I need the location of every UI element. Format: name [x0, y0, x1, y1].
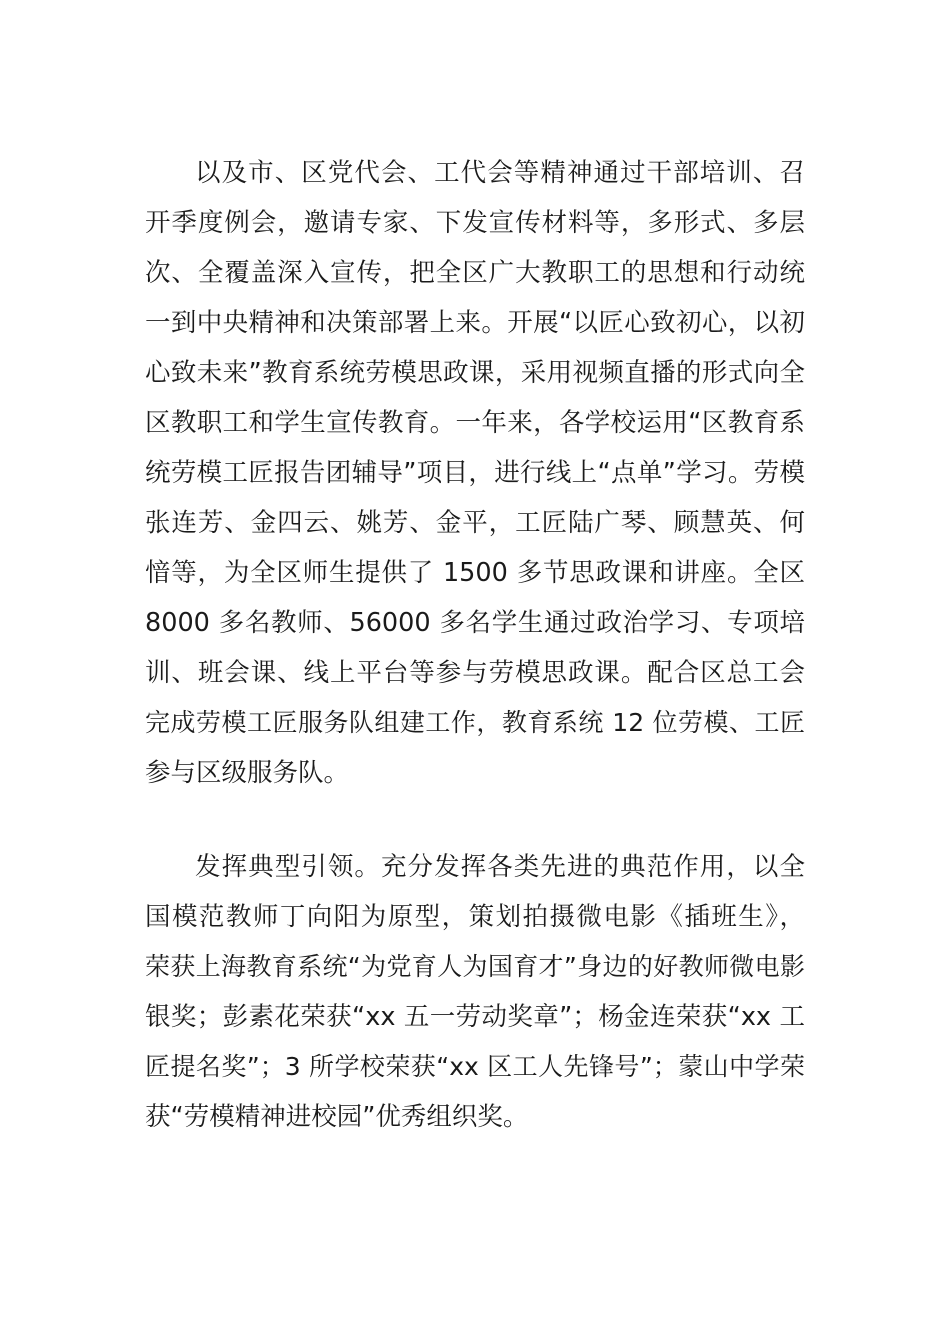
text-line: 愔等，为全区师生提供了 1500 多节思政课和讲座。全区 — [145, 558, 805, 588]
text-line: 统劳模工匠报告团辅导”项目，进行线上“点单”学习。劳模 — [145, 458, 805, 488]
text-line: 开季度例会，邀请专家、下发宣传材料等，多形式、多层 — [145, 208, 805, 238]
text-line: 荣获上海教育系统“为党育人为国育才”身边的好教师微电影 — [145, 952, 805, 981]
text-line: 发挥典型引领。充分发挥各类先进的典范作用，以全 — [195, 852, 805, 882]
paragraph — [145, 842, 805, 1142]
text-line: 心致未来”教育系统劳模思政课，采用视频直播的形式向全 — [145, 358, 805, 388]
paragraph-spacer — [145, 798, 805, 842]
text-line: 区教职工和学生宣传教育。一年来，各学校运用“区教育系 — [145, 408, 805, 438]
text-line: 国模范教师丁向阳为原型，策划拍摄微电影《插班生》， — [145, 902, 805, 932]
text-line: 张连芳、金四云、姚芳、金平，工匠陆广琴、顾慧英、何 — [145, 508, 805, 538]
text-line: 完成劳模工匠服务队组建工作，教育系统 12 位劳模、工匠 — [145, 708, 805, 737]
text-line: 训、班会课、线上平台等参与劳模思政课。配合区总工会 — [145, 658, 805, 688]
paragraph — [145, 148, 805, 798]
text-line: 获“劳模精神进校园”优秀组织奖。 — [145, 1102, 529, 1132]
document-body — [145, 148, 805, 1142]
text-line: 次、全覆盖深入宣传，把全区广大教职工的思想和行动统 — [145, 258, 805, 288]
text-line: 匠提名奖”；3 所学校荣获“xx 区工人先锋号”；蒙山中学荣 — [145, 1052, 805, 1081]
text-line: 参与区级服务队。 — [145, 758, 350, 788]
text-line: 银奖；彭素花荣获“xx 五一劳动奖章”；杨金连荣获“xx 工 — [145, 1002, 805, 1032]
text-line: 以及市、区党代会、工代会等精神通过干部培训、召 — [195, 158, 805, 188]
text-line: 一到中央精神和决策部署上来。开展“以匠心致初心，以初 — [145, 308, 805, 338]
text-line: 8000 多名教师、56000 多名学生通过政治学习、专项培 — [145, 608, 805, 638]
